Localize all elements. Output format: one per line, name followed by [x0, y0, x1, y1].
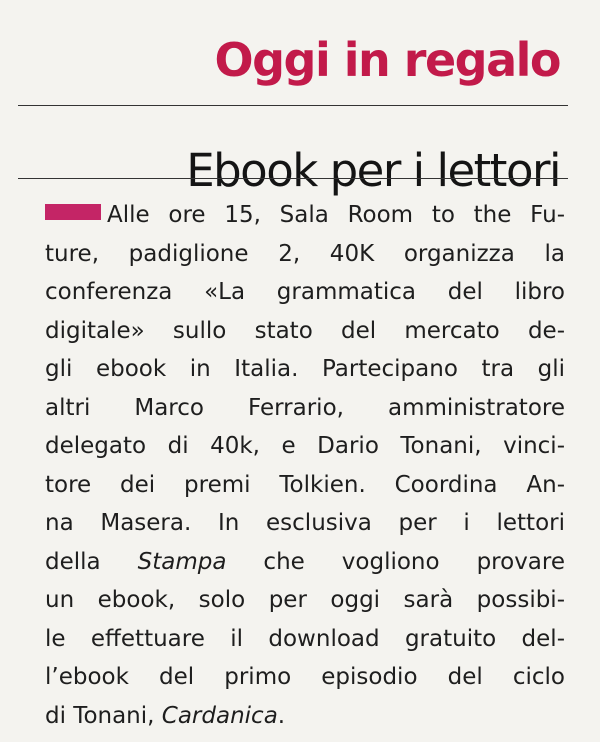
body-line: altri Marco Ferrario, amministratore: [45, 394, 565, 421]
body-line: le effettuare il download gratuito del-: [45, 625, 565, 652]
body-line: delegato di 40k, e Dario Tonani, vinci-: [45, 433, 565, 459]
article-body: [45, 196, 565, 735]
body-line: ture, padiglione 2, 40K organizza la: [45, 240, 565, 267]
top-rule: [18, 105, 568, 106]
body-line: Alle ore 15, Sala Room to the Fu-: [45, 196, 565, 235]
book-title: Cardanica: [161, 702, 278, 729]
body-line: un ebook, solo per oggi sarà possibi-: [45, 587, 565, 613]
headline: Ebook per i lettori: [186, 144, 560, 198]
newspaper-name: Stampa: [137, 548, 227, 575]
body-line: conferenza «La grammatica del libro: [45, 279, 565, 305]
body-line: tore dei premi Tolkien. Coordina An-: [45, 471, 565, 498]
body-line: gli ebook in Italia. Partecipano tra gli: [45, 356, 565, 382]
body-line: di Tonani, Cardanica.: [45, 702, 286, 729]
bottom-rule: [18, 178, 568, 179]
section-kicker: Oggi in regalo: [214, 33, 560, 87]
body-line: della Stampa che vogliono provare: [45, 548, 565, 575]
body-line: na Masera. In esclusiva per i lettori: [45, 510, 565, 536]
body-line: l’ebook del primo episodio del ciclo: [45, 664, 565, 690]
section-tag-marker: [45, 204, 101, 220]
body-line: digitale» sullo stato del mercato de-: [45, 317, 565, 344]
